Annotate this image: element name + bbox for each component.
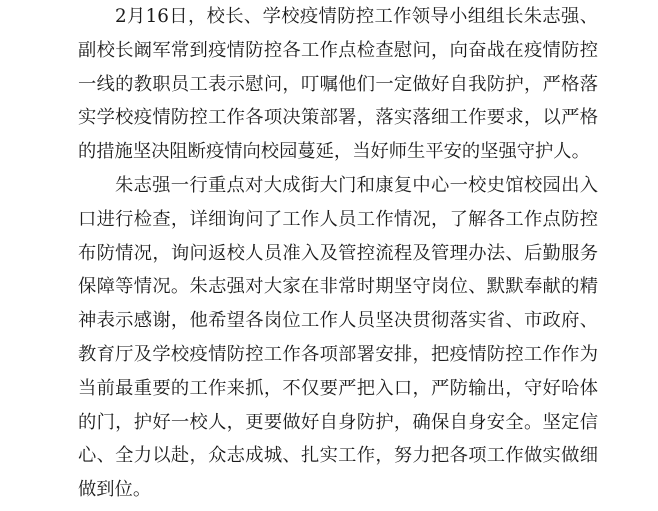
paragraph-1: [78, 0, 598, 169]
paragraph-line: 实学校疫情防控工作各项决策部署，落实落细工作要求，以严格: [78, 107, 598, 129]
paragraph-line: 保障等情况。朱志强对大家在非常时期坚守岗位、默默奉献的精: [78, 276, 598, 298]
paragraph-line: 教育厅及学校疫情防控工作各项部署安排，把疫情防控工作作为: [78, 343, 598, 365]
paragraph-line: 朱志强一行重点对大成街大门和康复中心一校史馆校园出入: [115, 174, 598, 196]
paragraph-line: 神表示感谢，他希望各岗位工作人员坚决贯彻落实省、市政府、: [78, 310, 598, 332]
paragraph-line: 的门，护好一校人，更要做好自身防护，确保自身安全。坚定信: [78, 411, 598, 433]
paragraph-line: 一线的教职员工表示慰问，叮嘱他们一定做好自我防护，严格落: [78, 73, 598, 95]
paragraph-line: 口进行检查，详细询问了工作人员工作情况，了解各工作点防控: [78, 208, 598, 230]
paragraph-line: 当前最重要的工作来抓，不仅要严把入口，严防输出，守好哈体: [78, 377, 598, 399]
paragraph-2: [78, 169, 598, 507]
paragraph-line: 的措施坚决阻断疫情向校园蔓延，当好师生平安的坚强守护人。: [78, 141, 590, 163]
paragraph-line: 副校长阚军常到疫情防控各工作点检查慰问，向奋战在疫情防控: [78, 39, 598, 61]
article-body: [78, 0, 598, 507]
paragraph-line: 2月16日，校长、学校疫情防控工作领导小组组长朱志强、: [115, 6, 598, 27]
paragraph-line: 布防情况，询问返校人员准入及管控流程及管理办法、后勤服务: [78, 242, 598, 264]
paragraph-line: 心、全力以赴，众志成城、扎实工作，努力把各项工作做实做细: [78, 445, 598, 467]
paragraph-line: 做到位。: [78, 479, 152, 501]
